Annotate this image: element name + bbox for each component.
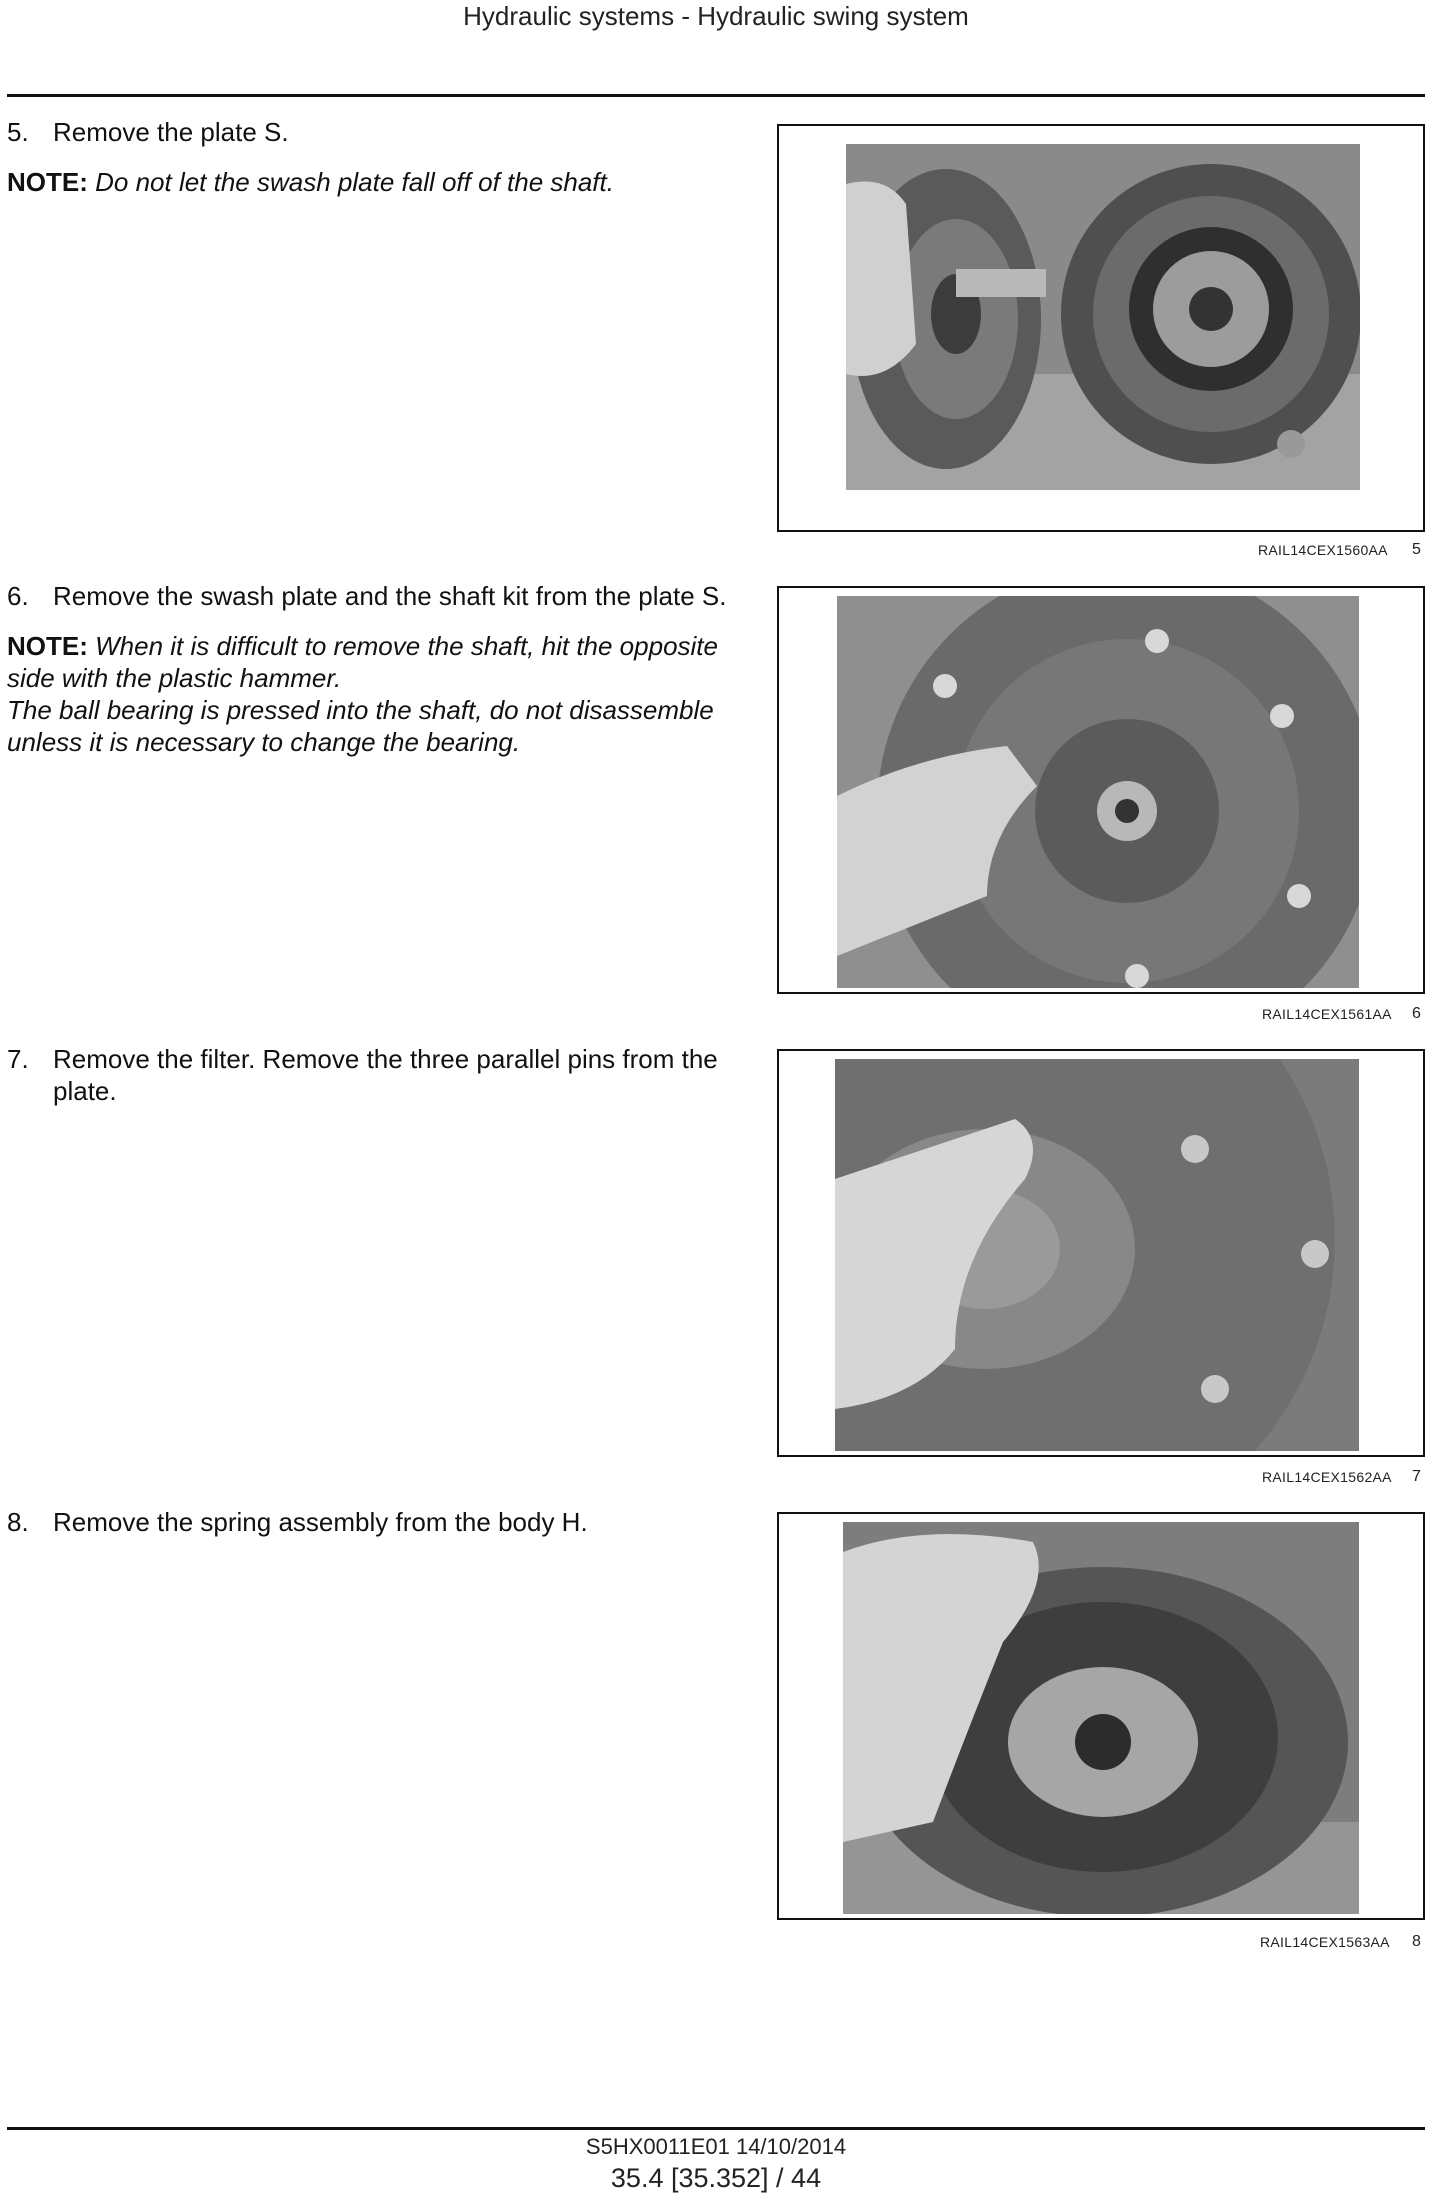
step-number: 8.: [7, 1507, 29, 1537]
filter-pin-removal-photo: [835, 1059, 1359, 1451]
figure-7-number: 7: [1412, 1468, 1421, 1485]
step-6-text: [7, 580, 727, 758]
header-rule: [7, 94, 1425, 97]
figure-8-code: RAIL14CEX1563AA: [1260, 1934, 1390, 1950]
figure-6-number: 6: [1412, 1005, 1421, 1022]
footer-rule: [7, 2127, 1425, 2130]
note-text: Do not let the swash plate fall off of the shaft.: [87, 167, 614, 197]
step-instruction: Remove the swash plate and the shaft kit from the plate S.: [53, 581, 727, 611]
figure-6-frame: [777, 586, 1425, 994]
figure-7-code: RAIL14CEX1562AA: [1262, 1469, 1392, 1485]
figure-7-frame: [777, 1049, 1425, 1457]
footer-document-id: S5HX0011E01 14/10/2014: [585, 2134, 847, 2159]
step-5-text: [7, 116, 727, 198]
step-number: 7.: [7, 1044, 29, 1074]
step-note: [7, 630, 727, 758]
note-text: When it is difficult to remove the shaft, hit the opposite side with the plastic hammer.: [7, 631, 718, 693]
swash-plate-shaft-photo: [837, 596, 1359, 988]
motor-cover-and-housing-photo: [846, 144, 1360, 490]
note-label: NOTE:: [7, 167, 88, 197]
footer-page-number: 35.4 [35.352] / 44: [610, 2163, 822, 2193]
step-number: 6.: [7, 581, 29, 611]
step-instruction: Remove the filter. Remove the three parallel pins from the plate.: [53, 1044, 718, 1106]
step-note: [7, 166, 727, 198]
spring-assembly-photo: [843, 1522, 1359, 1914]
figure-5-code: RAIL14CEX1560AA: [1258, 542, 1388, 558]
step-number: 5.: [7, 117, 29, 147]
page-header-title: Hydraulic systems - Hydraulic swing system: [463, 1, 969, 31]
step-instruction: Remove the plate S.: [53, 117, 289, 147]
figure-6-code: RAIL14CEX1561AA: [1262, 1006, 1392, 1022]
step-7-text: [7, 1043, 727, 1107]
figure-8-frame: [777, 1512, 1425, 1920]
figure-8-number: 8: [1412, 1933, 1421, 1950]
figure-5-number: 5: [1412, 541, 1421, 558]
step-8-text: [7, 1506, 727, 1538]
note-label: NOTE:: [7, 631, 88, 661]
note-text-2: The ball bearing is pressed into the shaft, do not disassemble unless it is necessary to change the bearing.: [7, 695, 714, 757]
figure-5-frame: [777, 124, 1425, 532]
step-instruction: Remove the spring assembly from the body H.: [53, 1507, 588, 1537]
